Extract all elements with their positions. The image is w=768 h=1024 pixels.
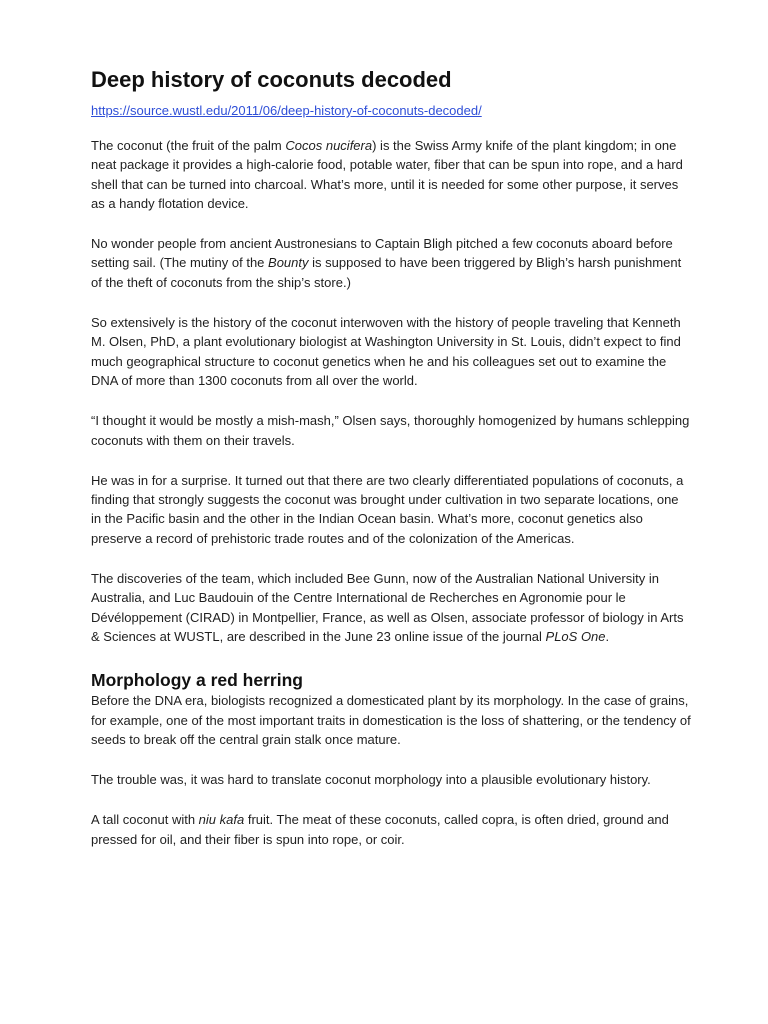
document-title: Deep history of coconuts decoded xyxy=(91,67,452,92)
paragraph-9 xyxy=(91,810,691,849)
section-heading: Morphology a red herring xyxy=(91,670,303,691)
paragraph-6 xyxy=(91,569,691,646)
paragraph-2-text-a: No wonder people from ancient Austronesians to Captain Bligh pitched a few coconuts aboard before setting sail. (The mutiny of the xyxy=(91,236,673,271)
paragraph-1-text-b: ) is the Swiss Army knife of the plant kingdom; in one neat package it provides a high-calorie food, potable water, fiber that can be spun into rope, and a hard shell that can be turned into charcoal. What’s more, until it is needed for some other purpose, it serves as a handy flotation device. xyxy=(91,138,683,211)
source-link[interactable]: https://source.wustl.edu/2011/06/deep-history-of-coconuts-decoded/ xyxy=(91,103,482,118)
paragraph-7: Before the DNA era, biologists recognized a domesticated plant by its morphology. In the case of grains, for example, one of the most important traits in domestication is the loss of shattering, or the tendency of seeds to break off the central grain stalk once mature. xyxy=(91,693,691,747)
paragraph-6-text-a: The discoveries of the team, which included Bee Gunn, now of the Australian National University in Australia, and Luc Baudouin of the Centre International de Recherches en Agronomie pour le Dévéloppement (CIRAD) in Montpellier, France, as well as Olsen, associate professor of biology in Arts & Sciences at WUSTL, are described in the June 23 online issue of the journal xyxy=(91,571,684,644)
document-page xyxy=(91,66,691,870)
paragraph-4: “I thought it would be mostly a mish-mash,” Olsen says, thoroughly homogenized by humans schlepping coconuts with them on their travels. xyxy=(91,413,690,448)
paragraph-9-italic: niu kafa xyxy=(198,812,245,828)
paragraph-3: So extensively is the history of the coconut interwoven with the history of people traveling that Kenneth M. Olsen, PhD, a plant evolutionary biologist at Washington University in St. Louis, didn’t expect to find much geographical structure to coconut genetics when he and his colleagues set out to examine the DNA of more than 1300 coconuts from all over the world. xyxy=(91,315,681,388)
paragraph-9-text-b: fruit. The meat of these coconuts, called copra, is often dried, ground and pressed for oil, and their fiber is spun into rope, or coir. xyxy=(91,812,669,847)
paragraph-2 xyxy=(91,234,691,292)
paragraph-9-text-a: A tall coconut with xyxy=(91,812,199,828)
paragraph-2-text-b: is supposed to have been triggered by Bligh’s harsh punishment of the theft of coconuts from the ship’s store.) xyxy=(91,255,682,290)
paragraph-8: The trouble was, it was hard to translate coconut morphology into a plausible evolutionary history. xyxy=(91,772,651,788)
paragraph-1-text-a: The coconut (the fruit of the palm xyxy=(91,138,286,153)
paragraph-6-italic: PLoS One xyxy=(545,628,606,644)
paragraph-1-italic: Cocos nucifera xyxy=(285,138,373,153)
paragraph-1 xyxy=(91,136,691,213)
paragraph-2-italic: Bounty xyxy=(268,255,309,271)
paragraph-5: He was in for a surprise. It turned out that there are two clearly differentiated populations of coconuts, a finding that strongly suggests the coconut was brought under cultivation in two separate locations, one in the Pacific basin and the other in the Indian Ocean basin. What’s more, coconut genetics also preserve a record of prehistoric trade routes and of the colonization of the Americas. xyxy=(91,472,684,546)
paragraph-6-text-b: . xyxy=(605,628,610,644)
